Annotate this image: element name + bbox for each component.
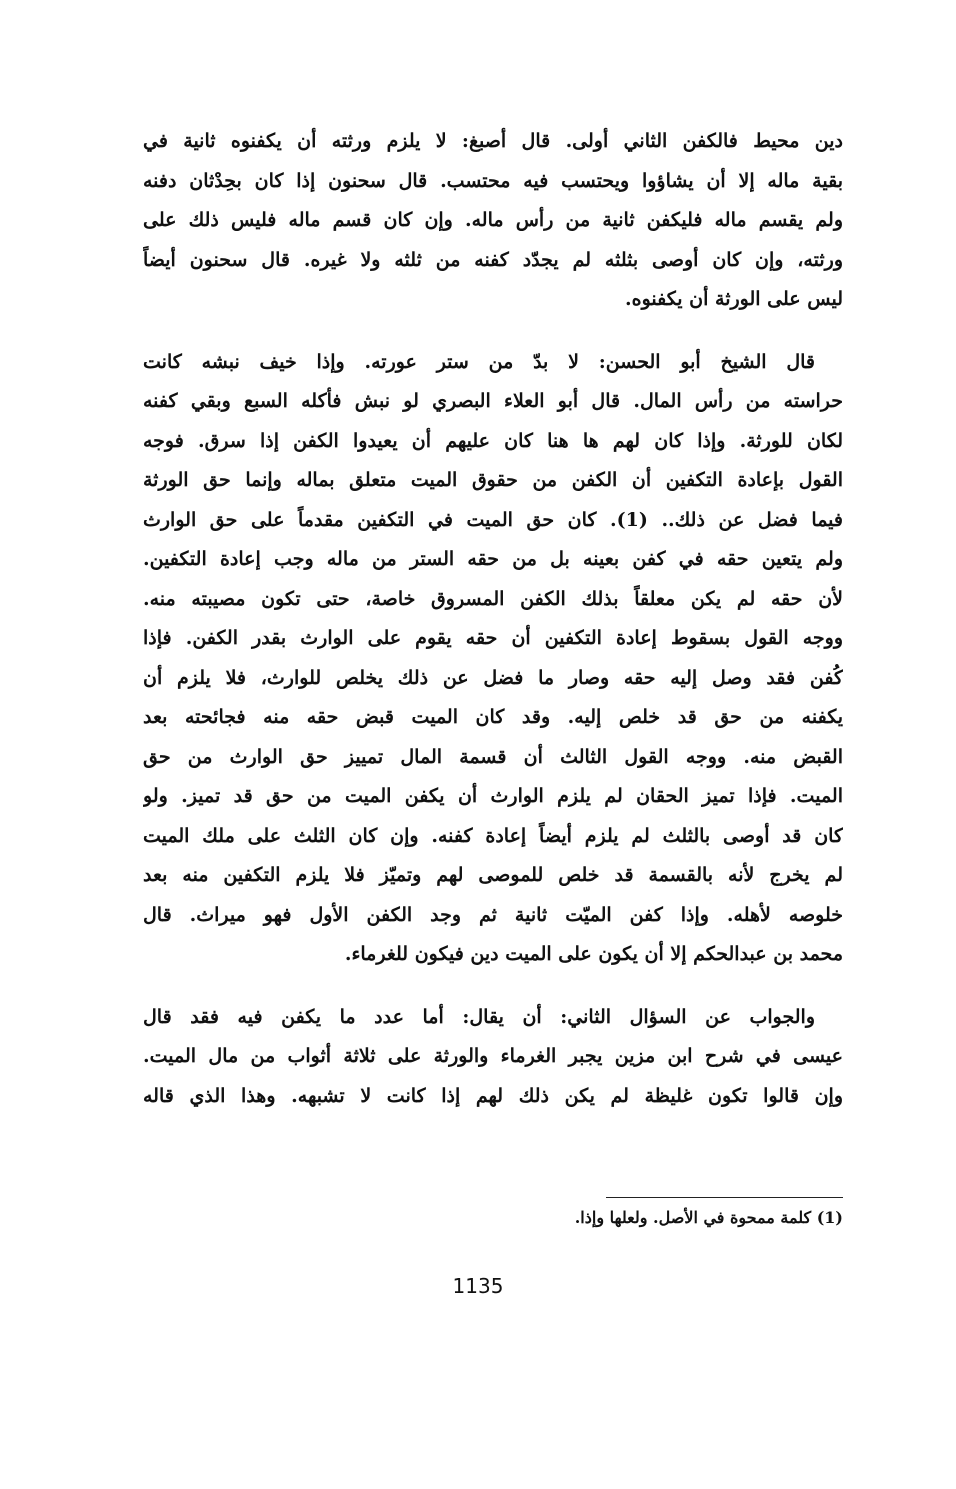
text-line: ورثته، وإن كان أوصى بثلثه لم يجدّد كفنه من ثلثه ولا غيره. قال سحنون أيضاً xyxy=(143,248,843,271)
text-line: لأن حقه لم يكن معلقاً بذلك الكفن المسروق خاصة، حتى تكون مصيبته منه. xyxy=(143,587,843,610)
paragraph xyxy=(143,998,843,1117)
text-line: يكفنه من حق قد خلص إليه. وقد كان الميت قبض حقه منه فجائحته بعد xyxy=(143,706,843,728)
footnote: (1) كلمة ممحوة في الأصل. ولعلها وإذا. xyxy=(574,1208,843,1227)
text-line: دين محيط فالكفن الثاني أولى. قال أصبغ: لا يلزم ورثته أن يكفنوه ثانية في xyxy=(143,130,843,152)
page-body xyxy=(143,122,843,1116)
text-line: كان قد أوصى بالثلث لم يلزم أيضاً إعادة كفنه. وإن كان الثلث على ملك الميت xyxy=(143,824,843,847)
page-number: 1135 xyxy=(452,1274,504,1298)
text-line: ولم يقسم ماله فليكفن ثانية من رأس ماله. وإن كان قسم ماله فليس ذلك على xyxy=(143,209,843,231)
text-line: القول بإعادة التكفين أن الكفن من حقوق الميت متعلق بماله وإنما حق الورثة xyxy=(143,469,843,491)
text-line: وإن قالوا تكون غليظة لم يكن ذلك لهم إذا كانت لا تشبهه. وهذا الذي قاله xyxy=(143,1084,843,1107)
paragraph-gap xyxy=(143,975,843,998)
text-line: كُفن فقد وصل إليه حقه وصار ما فضل عن ذلك يخلص للوارث، فلا يلزم أن xyxy=(143,666,843,689)
text-line: محمد بن عبدالحكم إلا أن يكون على الميت دين فيكون للغرماء. xyxy=(344,943,843,965)
text-line: عيسى في شرح ابن مزين يجبر الغرماء والورثة على ثلاثة أثواب من مال الميت. xyxy=(143,1045,843,1067)
text-line: حراسته من رأس المال. قال أبو العلاء البصري لو نبش فأكله السبع وبقي كفنه xyxy=(143,390,843,412)
text-line: لكان للورثة. وإذا كان لهم ها هنا كان عليهم أن يعيدوا الكفن إذا سرق. فوجه xyxy=(143,429,843,452)
text-line: ولم يتعين حقه في كفن بعينه بل من حقه الستر من ماله وجب إعادة التكفين. xyxy=(143,548,843,570)
paragraph-gap xyxy=(143,320,843,343)
paragraph xyxy=(143,122,843,320)
text-line: ليس على الورثة أن يكفنوه. xyxy=(625,288,843,310)
text-line: والجواب عن السؤال الثاني: أن يقال: أما عدد ما يكفن فيه فقد قال xyxy=(143,1005,815,1028)
text-line: ووجه القول بسقوط إعادة التكفين أن حقه يقوم على الوارث بقدر الكفن. فإذا xyxy=(143,627,843,649)
footnote-divider xyxy=(606,1197,843,1198)
text-line: لم يخرج لأنه بالقسمة قد خلص للموصى لهم وتميّز فلا يلزم التكفين منه بعد xyxy=(143,864,843,886)
text-line: القبض منه. ووجه القول الثالث أن قسمة المال تمييز حق الوارث من حق xyxy=(143,745,843,768)
text-line: قال الشيخ أبو الحسن: لا بدّ من ستر عورته. وإذا خيف نبشه كانت xyxy=(143,350,815,373)
paragraph xyxy=(143,343,843,975)
text-line: الميت. فإذا تميز الحقان لم يلزم الوارث أن يكفن الميت من حق قد تميز. ولو xyxy=(143,785,843,807)
text-line: فيما فضل عن ذلك.. (1). كان حق الميت في التكفين مقدماً على حق الوارث xyxy=(143,508,843,531)
text-line: خلوصه لأهله. وإذا كفن الميّت ثانية ثم وجد الكفن الأول فهو ميراث. قال xyxy=(143,903,843,926)
text-line: بقية ماله إلا أن يشاؤوا ويحتسب فيه محتسب. قال سحنون إذا كان بحِدْثان دفنه xyxy=(143,169,843,192)
